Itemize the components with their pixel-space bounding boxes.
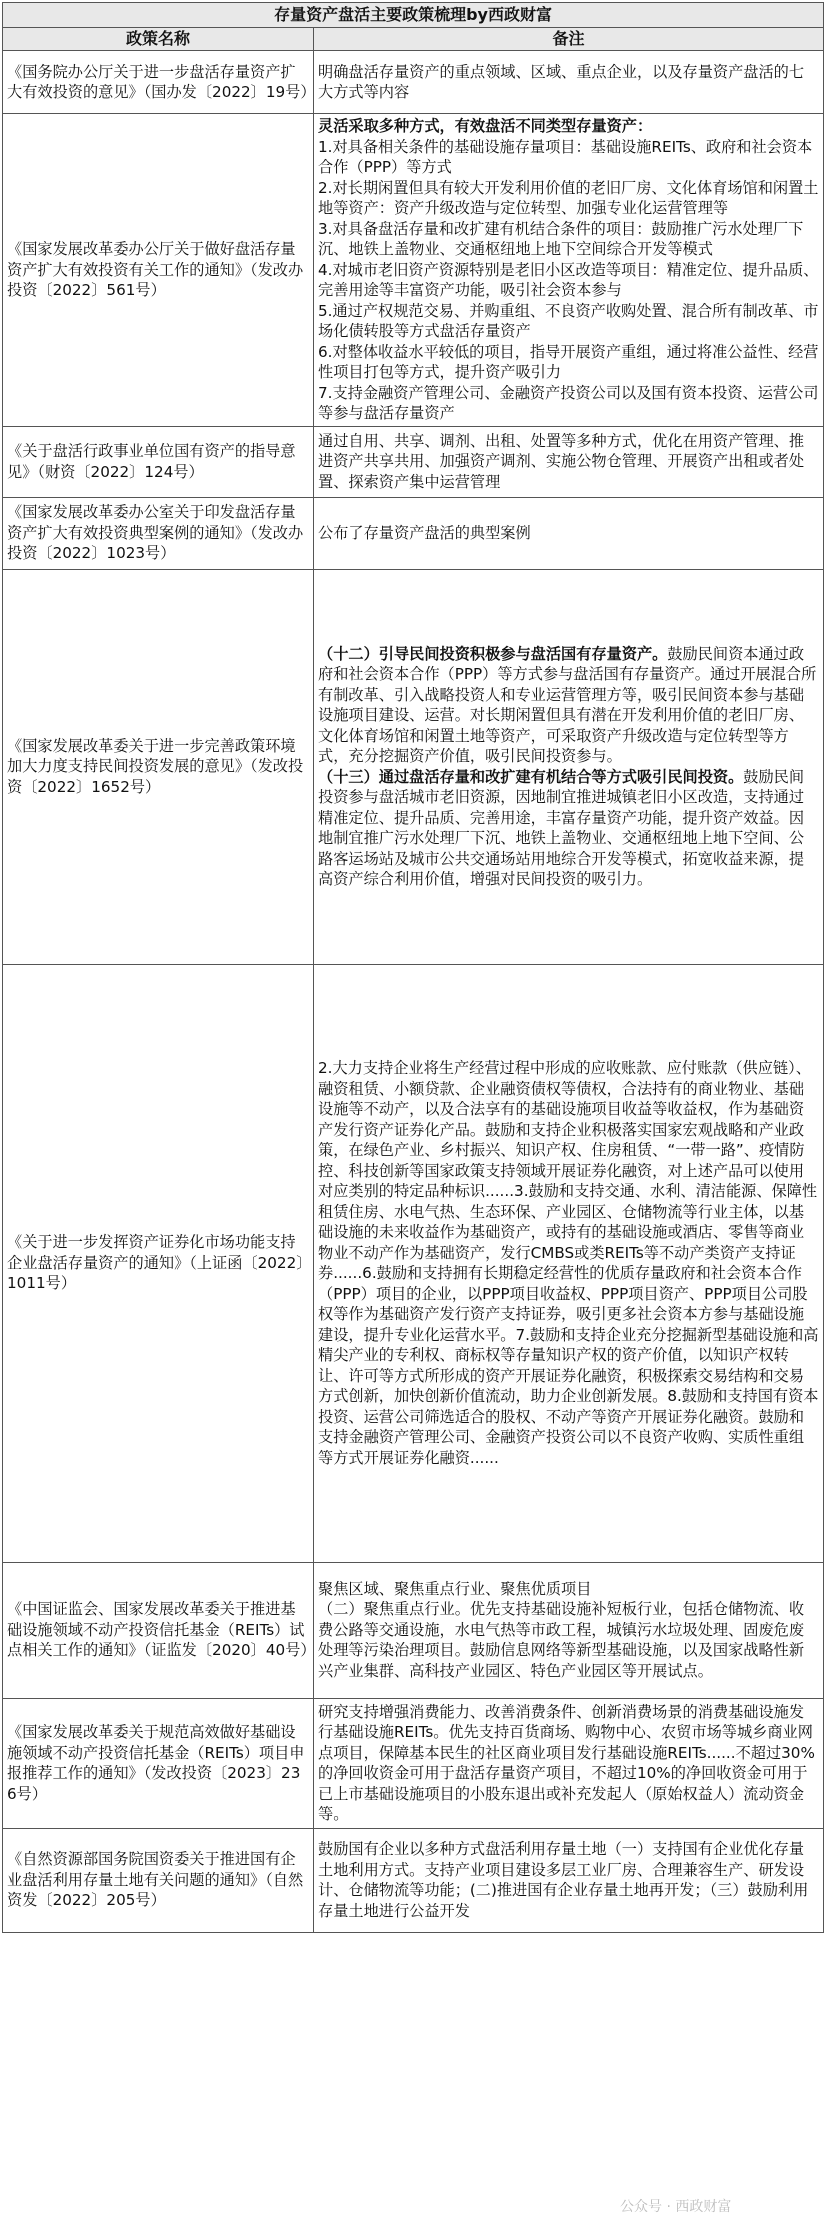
table-row	[3, 114, 824, 427]
policy-name: 《国家发展改革委办公厅关于做好盘活存量资产扩大有效投资有关工作的通知》（发改办投资〔2022〕561号）	[3, 114, 314, 427]
policy-note: 聚焦区域、聚焦重点行业、聚焦优质项目 （二）聚焦重点行业。优先支持基础设施补短板行业，包括仓储物流、收费公路等交通设施，水电气热等市政工程，城镇污水垃圾处理、固废危废处理等污染治理项目。鼓励信息网络等新型基础设施，以及国家战略性新兴产业集群、高科技产业园区、特色产业园区等开展试点。	[314, 1562, 824, 1698]
policy-name: 《国务院办公厅关于进一步盘活存量资产扩大有效投资的意见》（国办发〔2022〕19号）	[3, 51, 314, 114]
policy-note: 2.大力支持企业将生产经营过程中形成的应收账款、应付账款（供应链）、融资租赁、小额贷款、企业融资债权等债权，合法持有的商业物业、基础设施等不动产，以及合法享有的基础设施项目收益等收益权，作为基础资产发行资产证券化产品。鼓励和支持企业积极落实国家宏观战略和产业政策，在绿色产业、乡村振兴、知识产权、住房租赁、“一带一路”、疫情防控、科技创新等国家政策支持领域开展证券化融资，对上述产品可以使用对应类别的特定品种标识......3.鼓励和支持交通、水利、清洁能源、保障性租赁住房、水电气热、生态环保、产业园区、仓储物流等行业主体，以基础设施的未来收益作为基础资产，或持有的基础设施或酒店、零售等商业物业不动产作为基础资产，发行CMBS或类REITs等不动产类资产支持证券......6.鼓励和支持拥有长期稳定经营性的优质存量政府和社会资本合作（PPP）项目的企业，以PPP项目收益权、PPP项目资产、PPP项目公司股权等作为基础资产发行资产支持证券，吸引更多社会资本方参与基础设施建设，提升专业化运营水平。7.鼓励和支持企业充分挖掘新型基础设施和高精尖产业的专利权、商标权等存量知识产权的资产价值，以知识产权转让、许可等方式所形成的资产开展证券化融资，积极探索交易结构和交易方式创新，加快创新价值流动，助力企业创新发展。8.鼓励和支持国有资本投资、运营公司筛选适合的股权、不动产等资产开展证券化融资。鼓励和支持金融资产管理公司、金融资产投资公司以不良资产收购、实质性重组等方式开展证券化融资......	[314, 964, 824, 1562]
header-policy-name: 政策名称	[3, 28, 314, 51]
table-row	[3, 497, 824, 569]
watermark: 公众号 · 西政财富	[620, 2199, 732, 2215]
policy-note: 明确盘活存量资产的重点领域、区域、重点企业，以及存量资产盘活的七大方式等内容	[314, 51, 824, 114]
policy-name: 《国家发展改革委关于规范高效做好基础设施领域不动产投资信托基金（REITs）项目申报推荐工作的通知》（发改投资〔2023〕236号）	[3, 1698, 314, 1828]
table-header-row	[3, 28, 824, 51]
policy-note: 灵活采取多种方式，有效盘活不同类型存量资产： 1.对具备相关条件的基础设施存量项目：基础设施REITs、政府和社会资本合作（PPP）等方式 2.对长期闲置但具有较大开发利用价值的老旧厂房、文化体育场馆和闲置土地等资产：资产升级改造与定位转型、加强专业化运营管理等 3.对具备盘活存量和改扩建有机结合条件的项目：鼓励推广污水处理厂下沉、地铁上盖物业、交通枢纽地上地下空间综合开发等模式 4.对城市老旧资产资源特别是老旧小区改造等项目：精准定位、提升品质、完善用途等丰富资产功能，吸引社会资本参与 5.通过产权规范交易、并购重组、不良资产收购处置、混合所有制改革、市场化债转股等方式盘活存量资产 6.对整体收益水平较低的项目，指导开展资产重组，通过将准公益性、经营性项目打包等方式，提升资产吸引力 7.支持金融资产管理公司、金融资产投资公司以及国有资本投资、运营公司等参与盘活存量资产	[314, 114, 824, 427]
table-row	[3, 426, 824, 497]
table-row	[3, 569, 824, 964]
policy-table	[2, 2, 824, 1933]
table-title: 存量资产盘活主要政策梳理by西政财富	[3, 3, 824, 28]
table-row	[3, 1828, 824, 1932]
policy-name: 《中国证监会、国家发展改革委关于推进基础设施领域不动产投资信托基金（REITs）试点相关工作的通知》（证监发〔2020〕40号）	[3, 1562, 314, 1698]
policy-name: 《关于盘活行政事业单位国有资产的指导意见》（财资〔2022〕124号）	[3, 426, 314, 497]
policy-note: （十二）引导民间投资积极参与盘活国有存量资产。鼓励民间资本通过政府和社会资本合作（PPP）等方式参与盘活国有存量资产。通过开展混合所有制改革、引入战略投资人和专业运营管理方等，吸引民间资本参与基础设施项目建设、运营。对长期闲置但具有潜在开发利用价值的老旧厂房、文化体育场馆和闲置土地等资产，可采取资产升级改造与定位转型等方式，充分挖掘资产价值，吸引民间投资参与。 （十三）通过盘活存量和改扩建有机结合等方式吸引民间投资。鼓励民间投资参与盘活城市老旧资源，因地制宜推进城镇老旧小区改造，支持通过精准定位、提升品质、完善用途，丰富存量资产功能，提升资产效益。因地制宜推广污水处理厂下沉、地铁上盖物业、交通枢纽地上地下空间、公路客运场站及城市公共交通场站用地综合开发等模式，拓宽收益来源，提高资产综合利用价值，增强对民间投资的吸引力。	[314, 569, 824, 964]
table-title-row	[3, 3, 824, 28]
policy-note: 公布了存量资产盘活的典型案例	[314, 497, 824, 569]
policy-name: 《关于进一步发挥资产证券化市场功能支持企业盘活存量资产的通知》（上证函〔2022〕1011号）	[3, 964, 314, 1562]
policy-name: 《国家发展改革委关于进一步完善政策环境加大力度支持民间投资发展的意见》（发改投资〔2022〕1652号）	[3, 569, 314, 964]
header-note: 备注	[314, 28, 824, 51]
table-row	[3, 964, 824, 1562]
policy-sheet	[2, 2, 823, 1933]
policy-name: 《国家发展改革委办公室关于印发盘活存量资产扩大有效投资典型案例的通知》（发改办投资〔2022〕1023号）	[3, 497, 314, 569]
policy-note: 鼓励国有企业以多种方式盘活利用存量土地（一）支持国有企业优化存量土地利用方式。支持产业项目建设多层工业厂房、合理兼容生产、研发设计、仓储物流等功能；(二)推进国有企业存量土地再开发；（三）鼓励利用存量土地进行公益开发	[314, 1828, 824, 1932]
table-row	[3, 1698, 824, 1828]
policy-name: 《自然资源部国务院国资委关于推进国有企业盘活利用存量土地有关问题的通知》（自然资发〔2022〕205号）	[3, 1828, 314, 1932]
table-row	[3, 1562, 824, 1698]
policy-note: 通过自用、共享、调剂、出租、处置等多种方式，优化在用资产管理、推进资产共享共用、加强资产调剂、实施公物仓管理、开展资产出租或者处置、探索资产集中运营管理	[314, 426, 824, 497]
policy-note: 研究支持增强消费能力、改善消费条件、创新消费场景的消费基础设施发行基础设施REITs。优先支持百货商场、购物中心、农贸市场等城乡商业网点项目，保障基本民生的社区商业项目发行基础设施REITs......不超过30%的净回收资金可用于盘活存量资产项目，不超过10%的净回收资金可用于已上市基础设施项目的小股东退出或补充发起人（原始权益人）流动资金等。	[314, 1698, 824, 1828]
table-row	[3, 51, 824, 114]
